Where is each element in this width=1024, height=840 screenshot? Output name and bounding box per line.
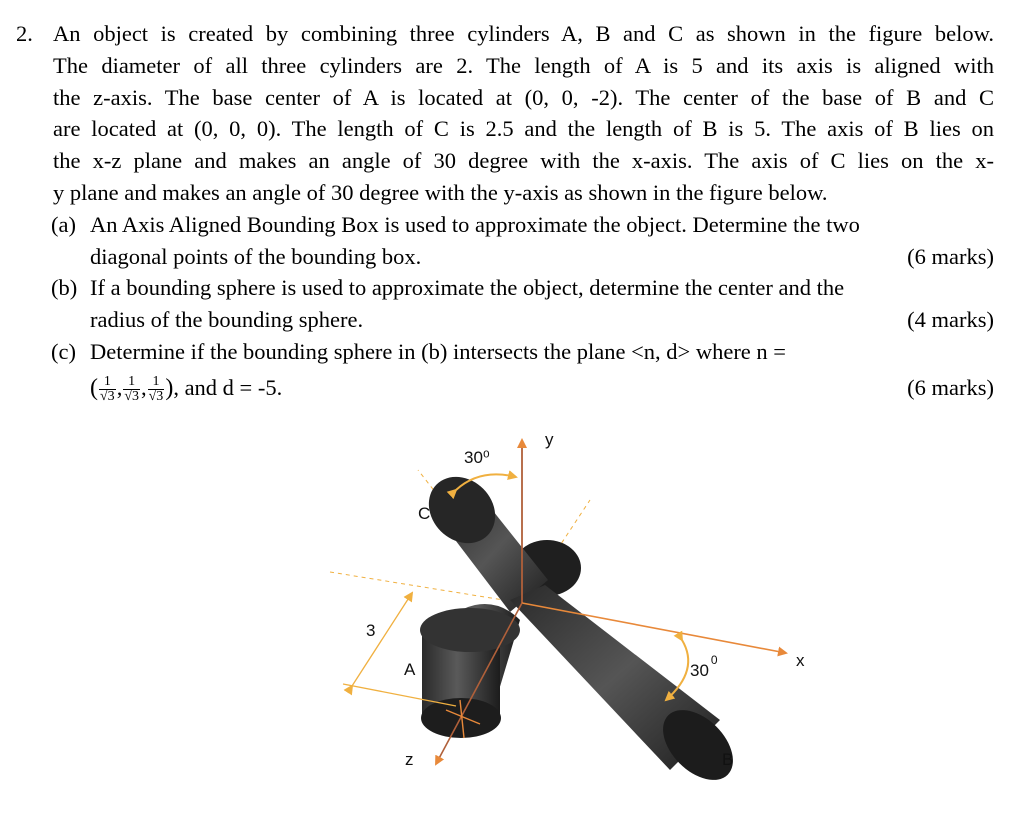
dimension-label: 3 [366,621,376,640]
cylinder-b-label: B [722,750,734,769]
marks: (6 marks) [907,243,994,269]
intro-line: y plane and makes an angle of 30 degree with the y-axis as shown in the figure below. [53,179,828,205]
part-text: diagonal points of the bounding box. [90,243,422,269]
cylinder-a [420,604,520,738]
part-text: An Axis Aligned Bounding Box is used to approximate the object. Determine the two [90,211,860,237]
part-text: Determine if the bounding sphere in (b) intersects the plane <n, d> where n = [90,338,786,364]
fraction: $\frac{1}{√3}$ [100,374,115,405]
angle-label-right: $30^0$ [690,653,718,680]
cylinder-b [510,585,746,793]
cylinder-c-label: C [418,504,431,523]
cylinder-a-label: A [404,660,416,679]
intro-line: are located at (0, 0, 0). The length of C is 2.5 and the length of B is 5. The axis of B lies on [53,116,994,142]
part-text: If a bounding sphere is used to approximate the object, determine the center and the [90,275,845,301]
intro-line: the z-axis. The base center of A is located at (0, 0, -2). The center of the base of B and C [53,84,994,110]
question-number: 2. [16,21,33,46]
part-text: radius of the bounding sphere. [90,307,364,333]
marks: (4 marks) [907,307,994,333]
intro-line: The diameter of all three cylinders are 2. The length of A is 5 and its axis is aligned with [53,52,994,78]
fraction: $\frac{1}{√3}$ [124,374,139,405]
z-axis-label: z [405,750,414,769]
part-label: (a) [51,211,76,237]
y-axis-label: y [545,430,554,449]
part-text: , and d = -5. [173,374,283,400]
angle-label-top: 30⁰ [464,448,490,467]
marks: (6 marks) [907,374,994,400]
cylinder-c [415,463,581,612]
intro-line: the x-z plane and makes an angle of 30 degree with the x-axis. The axis of C lies on the x- [53,148,994,174]
normal-vector: ( $\frac{1}{√3}$ , $\frac{1}{√3}$ , $\frac{1}{√3}$ ), and d = -5. [90,374,283,405]
part-label: (b) [51,275,78,301]
x-axis-label: x [796,651,805,670]
intro-line: An object is created by combining three cylinders A, B and C as shown in the figure below. [53,21,994,46]
fraction: $\frac{1}{√3}$ [148,374,164,405]
part-label: (c) [51,338,76,364]
